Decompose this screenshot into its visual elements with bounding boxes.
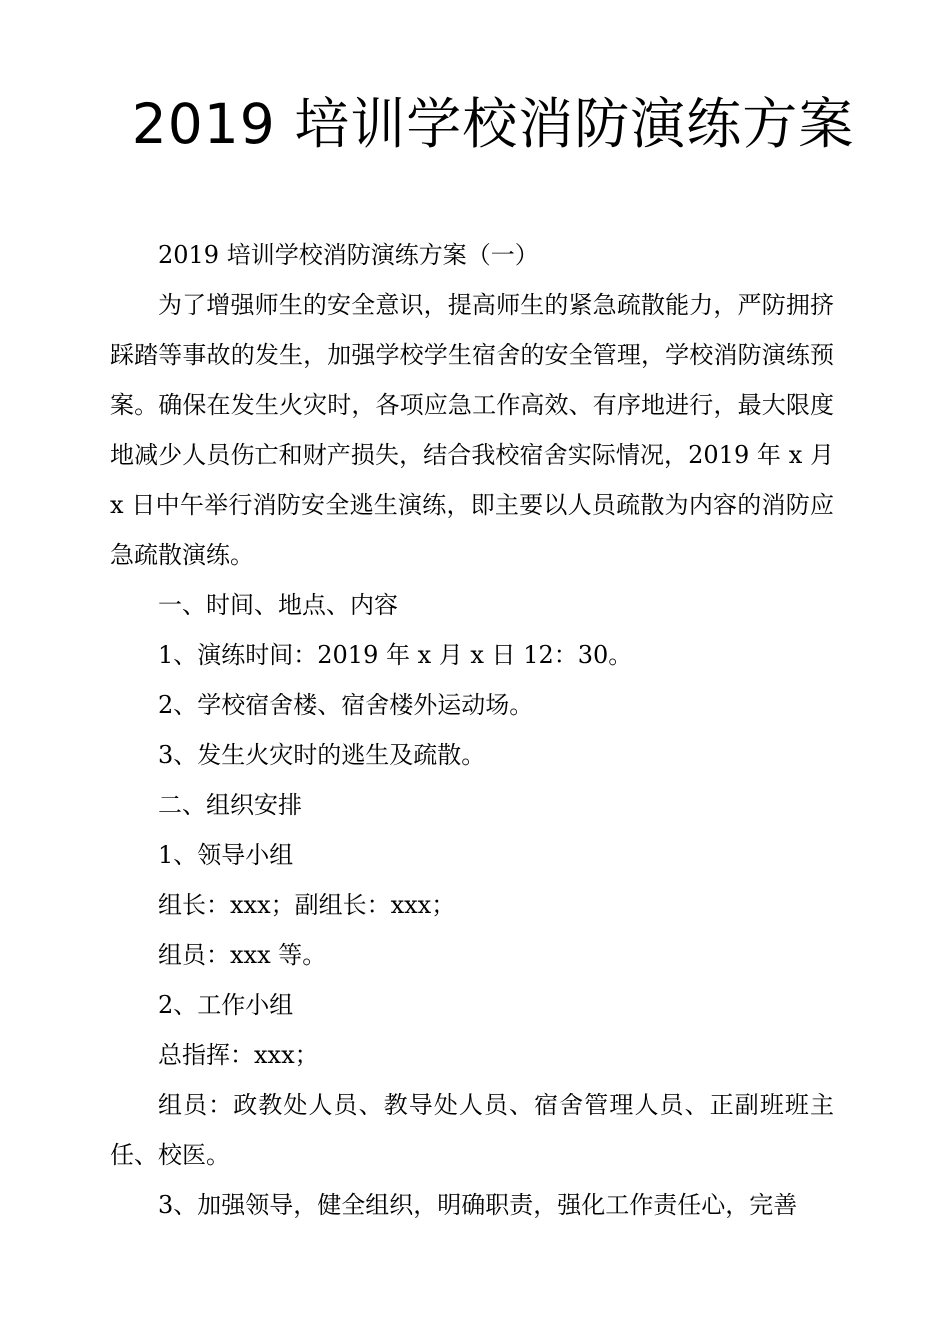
list-item-work-group: 2、工作小组 [158, 991, 294, 1019]
work-group-commander: 总指挥：xxx； [158, 1041, 319, 1069]
leadership-members: 组员：xxx 等。 [158, 941, 327, 969]
leadership-leaders: 组长：xxx；副组长：xxx； [158, 891, 456, 919]
section-heading-organization: 二、组织安排 [158, 791, 302, 819]
document-body [110, 230, 834, 1230]
subtitle-paragraph: 2019 培训学校消防演练方案（一） [158, 241, 539, 269]
work-group-members: 组员：政教处人员、教导处人员、宿舍管理人员、正副班班主任、校医。 [110, 1091, 834, 1169]
list-item-content: 3、发生火灾时的逃生及疏散。 [158, 741, 486, 769]
section-heading-time-place: 一、时间、地点、内容 [158, 591, 398, 619]
intro-paragraph: 为了增强师生的安全意识，提高师生的紧急疏散能力，严防拥挤踩踏等事故的发生，加强学校学生宿舍的安全管理，学校消防演练预案。确保在发生火灾时，各项应急工作高效、有序地进行，最大限度地减少人员伤亡和财产损失，结合我校宿舍实际情况，2019 年 x 月 x 日中午举行消防安全逃生演练，即主要以人员疏散为内容的消防应急疏散演练。 [110, 291, 834, 569]
document-title: 2019 培训学校消防演练方案 [131, 92, 855, 156]
list-item-drill-time: 1、演练时间：2019 年 x 月 x 日 12：30。 [158, 641, 633, 669]
list-item-strengthen-leadership: 3、加强领导，健全组织，明确职责，强化工作责任心，完善 [158, 1191, 798, 1219]
list-item-leadership-group: 1、领导小组 [158, 841, 294, 869]
list-item-location: 2、学校宿舍楼、宿舍楼外运动场。 [158, 691, 534, 719]
